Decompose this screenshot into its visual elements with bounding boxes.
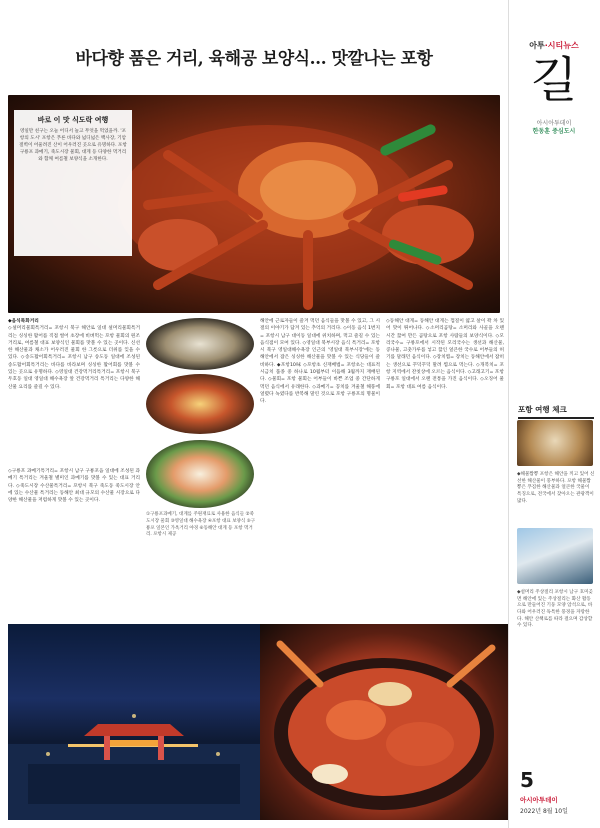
page-headline: 바다향 품은 거리, 육해공 보양식… 맛깔나는 포항 — [75, 49, 433, 69]
intro-text: 영일만 친구는 오늘 어디서 놀고 무엇을 먹었을까. '포항의 도시' 포항은 푸른 바다와 넓디넓은 백사장, 기암절벽이 어울려진 산이 어우러진 곳으로 유명하다. 포항 구룡포 과메기, 죽도시장 물회, 대게 등 다양한 먹거리와 함께 여름철 보양식을 소개한다. — [19, 129, 127, 162]
night-pavilion-photo — [8, 624, 260, 820]
sidebar-photo-coast — [517, 528, 593, 584]
column-1-lead: ◆음식특화거리 — [8, 319, 39, 324]
strip-sub-top: 아시아투데이 — [536, 120, 572, 127]
seafood-illustration — [260, 624, 508, 820]
intro-title: 바로 이 맛 식도락 여행 — [37, 116, 109, 124]
article-column-1b: ◇구룡포 과메기특거리= 포항시 남구 구룡포읍 일대에 조성된 과메기 특거리는 겨울철 별미인 과메기를 맛볼 수 있는 대표 거리다. ◇죽도시장 수산물특거리= 포항시 북구 죽도동 죽도시장 안에 있는 수산물 특거리는 동해안 최대 규모의 수산물 시장으로 다양한 해산물을 저렴하게 맛볼 수 있는 곳이다. — [8, 469, 140, 504]
masthead — [512, 40, 596, 51]
masthead-left: 아투 — [529, 41, 545, 50]
food-photo-1 — [146, 318, 254, 370]
sidebar-photo-noodles — [517, 420, 593, 466]
masthead-accent: ·시티뉴스 — [544, 41, 579, 50]
section-glyph: 길 — [530, 52, 578, 108]
article-column-3: 해안에 근로자들이 즐겨 먹던 음식들을 맛볼 수 있고, 그 시절의 이야기가 담겨 있는 추억의 거리다. ◇이동 음식 1번지= 포항시 남구 대이동 일대에 위치하며, 먹고 즐길 수 있는 음식점이 모여 있다. ◇영일대 북부시장 음식 특거리= 포항시 북구 영일대해수욕장 인근의 '영일대 북부시장'에는 동해안에서 잡은 싱싱한 해산물을 맛볼 수 있는 식당들이 즐비하다. ◆포항10味 ◇포항초 신재배법= 포항초는 대표적 시금치 품종 중 하나로 10월부터 이듬해 3월까지 재배된다. ◇물회= 포항 물회는 어부들이 바쁜 조업 중 간단하게 먹던 음식에서 유래한다. ◇과메기= 꽁치를 겨울철 해풍에 얼렸다 녹였다를 반복해 말린 것으로 포항 구룡포의 명물이다. — [260, 319, 380, 405]
sidebar-title: 포항 여행 체크 — [518, 404, 594, 419]
strip-subtitle — [512, 120, 596, 136]
footer-date: 2022년 8월 10일 — [520, 808, 568, 815]
strip-sub-green: 한동훈 중심도시 — [532, 127, 576, 135]
article-column-4: ◇동해안 대게= 동해안 대게는 껍질이 얇고 살이 꽉 차 있어 맛이 뛰어나다. ◇소머리곰탕= 소머리와 사골을 오랜 시간 끓여 만든 곰탕으로 포항 사람들의 보양식이다. ◇모리국수= 구룡포에서 시작된 모리국수는 생선과 해산물, 콩나물, 고춧가루를 넣고 끓인 얼큰한 국수로 어부들의 허기를 달래던 음식이다. ◇장치찜= 장치는 동해안에서 잡히는 생선으로 꾸덕꾸덕 말려 찜으로 먹는다. ◇개복치= 포항 지역에서 잔칫상에 오르는 음식이다. ◇고래고기= 포항 구룡포 일대에서 오랜 전통을 가진 음식이다. ◇오징어 물회= 포항 대표 여름 음식이다. — [386, 319, 504, 390]
seafood-platter-photo — [260, 624, 508, 820]
food-photo-2 — [146, 374, 254, 434]
intro-box — [14, 110, 132, 256]
pavilion-illustration — [8, 624, 260, 820]
sidebar-text-1: ◆해물짬뽕 포항은 해안을 끼고 있어 신선한 해산물이 풍부하다. 포항 해물짬뽕은 푸짐한 해산물과 얼큰한 국물이 특징으로, 전국에서 찾아오는 관광객이 많다. — [517, 472, 595, 504]
footer-brand: 아시아투데이 — [520, 796, 558, 804]
sidebar-text-2: ◆설머리 주상절리 포항시 남구 호미곶면 해안에 있는 주상절리는 화산 활동으로 만들어진 기둥 모양 암석으로, 바다와 어우러진 독특한 풍경을 자랑한다. 해안 산책로를 따라 걸으며 감상할 수 있다. — [517, 590, 593, 629]
food-photo-3 — [146, 440, 254, 508]
column-1-text: ◇설머리물회특거리= 포항시 북구 해안로 일대 설머리물회특거리는 싱싱한 활어를 직접 썰어 초장에 비벼먹는 포항 물회의 원조 거리로, 여름철 대표 보양식인 물회를 맛볼 수 있는 곳이다. 신선한 해산물과 채소가 어우러진 물회 한 그릇으로 더위를 잊을 수 있다. ◇송도활어회특거리= 포항시 남구 송도동 일대에 조성된 송도활어회특거리는 바다를 바라보며 싱싱한 활어회를 맛볼 수 있는 곳으로 유명하다. ◇영일대 건강먹거리특거리= 포항시 북구 두호동 일대 영일대 해수욕장 앞 건강먹거리 특거리는 다양한 해산물 요리를 즐길 수 있다. — [8, 326, 140, 390]
page-number: 5 — [520, 768, 534, 792]
photo-caption: ①구룡포과메기, 대게를 주원재료로 사용한 음식들 ②죽도시장 물회 ③영일대 해수욕장 ④포항 대표 보양식 ⑤구룡포 일본인 가옥거리 야경 ⑥동해안 대게 등 포항 먹거리. 포항시 제공 — [146, 512, 256, 538]
